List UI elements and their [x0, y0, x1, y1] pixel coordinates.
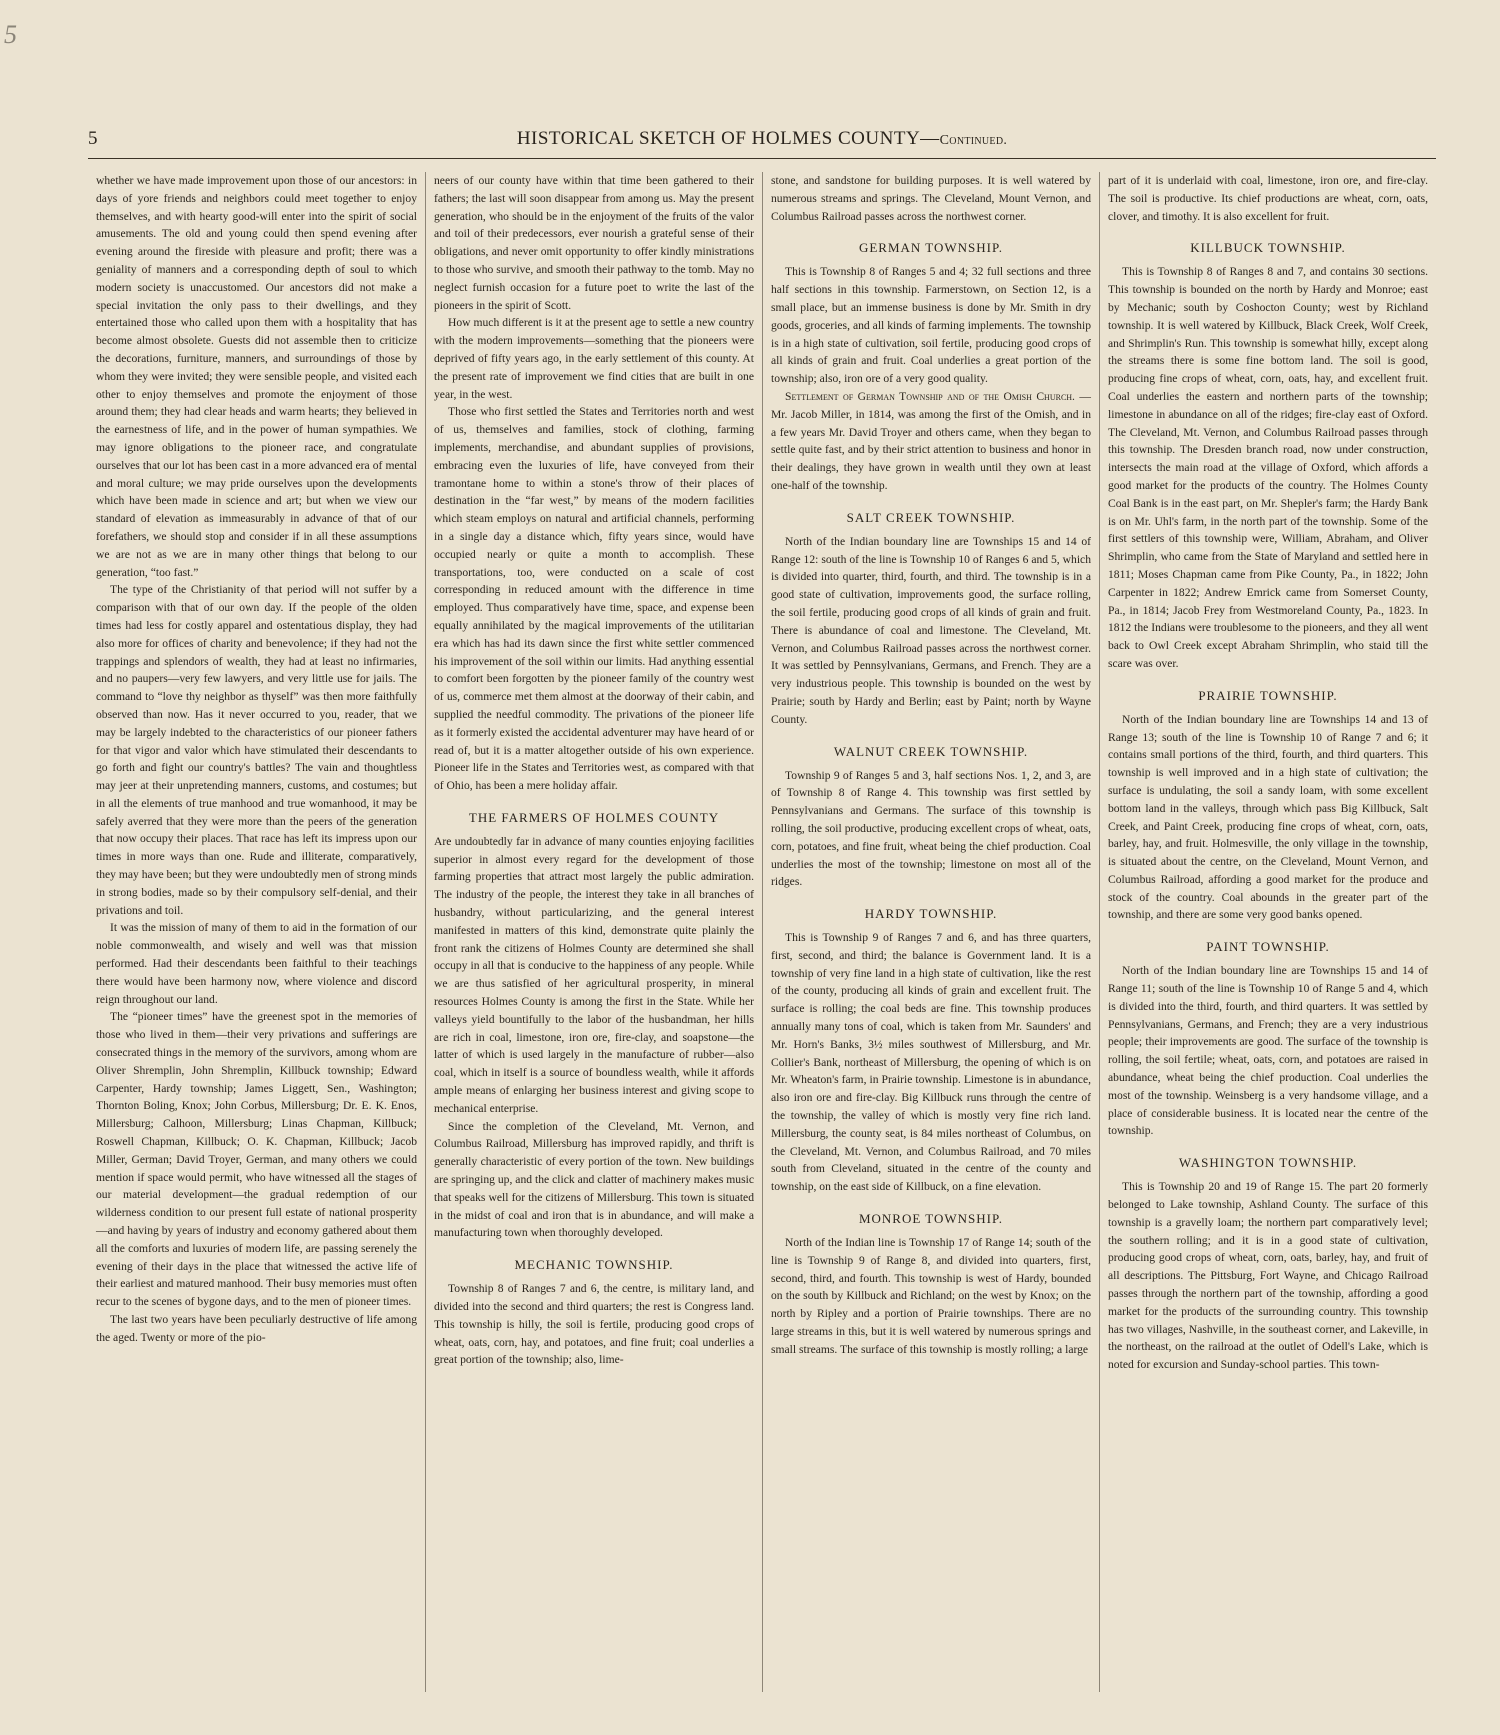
paragraph: This is Township 8 of Ranges 5 and 4; 32 full sections and three half sections in this township. Farmerstown, on Section 12, is a small place, but an immense business is done by Mr. Smith in dry goods, groceries, and all kinds of farming implements. The township is in a high state of cultivation, soil fertile, producing good crops of all kinds of grain and fruit. Coal underlies a great portion of the township; also, iron ore of a very good quality.: [771, 265, 1091, 386]
paragraph: The last two years have been peculiarly destructive of life among the aged. Twenty or more of the pio-: [96, 1313, 417, 1344]
section-heading-walnut-creek: WALNUT CREEK TOWNSHIP.: [833, 743, 1029, 759]
article-columns: [88, 172, 1436, 1692]
paragraph: Are undoubtedly far in advance of many counties enjoying facilities superior in almost every regard for the development of those farming properties that attract most largely the public admiration. The industry of the people, the interest they take in all branches of husbandry, without particularizing, and the general interest manifested in matters of this kind, demonstrate quite plainly the front rank the citizens of Holmes County are determined she shall occupy in all that is conducive to the happiness of any people. While we are thus satisfied of her agricultural prosperity, in mineral resources Holmes County is among the first in the State. While her valleys yield bountifully to the labor of the husbandman, her hills are rich in coal, limestone, iron ore, fire-clay, and soapstone—the latter of which is used largely in the manufacture of rubber—also coal, which in itself is a source of boundless wealth, while it affords ample means of enlarging her business interest and giving scope to mechanical enterprise.: [434, 834, 754, 1115]
paragraph: neers of our county have within that time been gathered to their fathers; the last will soon disappear from among us. May the present generation, who should be in the enjoyment of the fruits of the valor and toil of their predecessors, ever nourish a grateful sense of their obligations, and never omit opportunity to offer kindly ministrations to those who survive, and smooth their pathway to the tomb. May no neglect furnish occasion for a future poet to write the last of the pioneers in the spirit of Scott.: [434, 174, 754, 312]
paragraph: North of the Indian boundary line are Townships 15 and 14 of Range 12: south of the line is Township 10 of Ranges 6 and 5, which is divided into quarter, third, fourth, and third. The township is in a good state of cultivation, improvements good, the surface rolling, the soil fertile, producing good crops of all kinds of grain and fruit. There is abundance of coal and limestone. The Cleveland, Mt. Vernon, and Columbus Railroad passes across the northwest corner. It was settled by Pennsylvanians, Germans, and French. They are a very industrious people. This township is bounded on the west by Prairie; south by Hardy and Berlin; east by Paint; north by Wayne County.: [771, 534, 1091, 726]
paragraph: Those who first settled the States and Territories north and west of us, themselves and families, stock of clothing, farming implements, merchandise, and abundant supplies of provisions, embracing even the luxuries of life, have conveyed from their tramontane home to within a stone's throw of their places of destination in the “far west,” by means of the modern facilities which steam employs on natural and artificial channels, performing in a single day a distance which, fifty years since, would have occupied nearly or quite a month to accomplish. These transportations, too, were conducted on a scale of cost corresponding in reduced amount with the difference in time employed. Thus comparatively have time, space, and expense been equally annihilated by the magical improvements of the utilitarian era which has had its dawn since the first white settler commenced his improvement of the soil within our limits. Had anything essential to comfort been forgotten by the pioneer family of the country west of us, commerce met them almost at the doorway of their cabin, and supplied the needful commodity. The privations of the pioneer life as it formerly existed the accidental adventurer may have heard of or read of, but it is a matter altogether outside of his own experience. Pioneer life in the States and Territories west, as compared with that of Ohio, has been a mere holiday affair.: [434, 405, 754, 793]
section-heading-german: GERMAN TOWNSHIP.: [858, 240, 1004, 256]
paragraph-text: —Mr. Jacob Miller, in 1814, was among the first of the Omish, and in a few years Mr. David Troyer and others came, when they began to settle quite fast, and by their strict attention to business and honor in their dealings, they have grown in wealth until they own at least one-half of the township.: [771, 389, 1091, 492]
paragraph: This is Township 9 of Ranges 7 and 6, and has three quarters, first, second, and third; the balance is Government land. It is a township of very fine land in a high state of cultivation, like the rest of the county, producing all kinds of grain and excellent fruit. The surface is rolling; the coal beds are fine. This township produces annually many tons of coal, which is taken from Mr. Saunders' and Mr. Horn's Banks, 3½ miles southwest of Millersburg, and Mr. Collier's Bank, northeast of Millersburg, the opening of which is on Mr. Wheaton's farm, in Prairie township. Limestone is in abundance, also iron ore and fire-clay. Big Killbuck runs through the centre of the township, the valley of which is mostly very fine rich land. Millersburg, the county seat, is 84 miles northeast of Columbus, on the Cleveland, Mt. Vernon, and Columbus Railroad, and 70 miles south from Cleveland, situated in the centre of the county and township, on the east side of Killbuck, on a fine elevation.: [771, 931, 1091, 1194]
section-heading-washington: WASHINGTON TOWNSHIP.: [1178, 1155, 1358, 1171]
paragraph: Township 8 of Ranges 7 and 6, the centre, is military land, and divided into the second and third quarters; the rest is Congress land. This township is hilly, the soil is fertile, producing good crops of wheat, oats, corn, hay, and potatoes, and fine fruit; coal underlies a great portion of the township; also, lime-: [434, 1282, 754, 1367]
paragraph: Township 9 of Ranges 5 and 3, half sections Nos. 1, 2, and 3, are of Township 8 of Range 4. This township was first settled by Pennsylvanians and Germans. The surface of this township is rolling, the soil productive, producing excellent crops of wheat, oats, corn, potatoes, and fine fruit, wheat being the chief production. Coal underlies the most of the township; limestone on most all of the ridges.: [771, 768, 1091, 889]
page-number: 5: [88, 128, 98, 149]
paragraph: part of it is underlaid with coal, limestone, iron ore, and fire-clay. The soil is productive. Its chief productions are wheat, corn, oats, clover, and timothy. It is also excellent for fruit.: [1108, 174, 1428, 223]
section-heading-monroe: MONROE TOWNSHIP.: [858, 1211, 1004, 1227]
column-4: [1099, 172, 1436, 1692]
page-title-continued: Continued.: [939, 133, 1008, 148]
section-heading-prairie: PRAIRIE TOWNSHIP.: [1198, 687, 1338, 703]
section-heading-killbuck: KILLBUCK TOWNSHIP.: [1190, 240, 1346, 256]
paragraph: It was the mission of many of them to aid in the formation of our noble commonwealth, and wisely and well was that mission performed. Had their descendants been faithful to their teachings there would have been harmony now, where violence and discord reign throughout our land.: [96, 921, 417, 1006]
run-in-heading: Settlement of German Township and of the Omish Church.: [785, 389, 1075, 403]
paragraph: [771, 388, 1091, 495]
paragraph: How much different is it at the present age to settle a new country with the modern improvements—something that the pioneers were deprived of fifty years ago, in the early settlement of this county. At the present rate of improvement we find cities that are built in one year, in the west.: [434, 316, 754, 401]
page-mark: 5: [4, 20, 17, 49]
paragraph: stone, and sandstone for building purposes. It is well watered by numerous streams and springs. The Cleveland, Mount Vernon, and Columbus Railroad passes across the northwest corner.: [771, 174, 1091, 223]
header-rule: [88, 158, 1436, 159]
column-1: [88, 172, 425, 1692]
paragraph: whether we have made improvement upon those of our ancestors: in days of yore friends and neighbors could meet together to enjoy themselves, and with hearty good-will enter into the spirit of social amusements. The old and young could then spend evening after evening around the fireside with pleasure and profit; there was a geniality of manners and a corresponding depth of soul to which modern society is unaccustomed. Our ancestors did not make a special invitation the only pass to their dwellings, and they entertained those who called upon them with a hospitality that has become almost obsolete. Guests did not assemble then to criticize the decorations, furniture, manners, and surroundings of those by whom they were invited; they were sensible people, and visited each other to enjoy themselves and promote the enjoyment of those around them; they had clear heads and warm hearts; they believed in the earnestness of life, and in the power of human sympathies. We may ignore obligations to the pioneer race, and congratulate ourselves that our lot has been cast in a more advanced era of mental and moral culture; we may pride ourselves upon the developments which have been made in science and art; but when we view our standard of elevation as immeasurably in advance of that of our forefathers, we should stop and consider if in all these assumptions we are not as we are in many other things that belong to our generation, “too fast.”: [96, 174, 417, 579]
paragraph: North of the Indian line is Township 17 of Range 14; south of the line is Township 9 of Range 8, and divided into quarters, first, second, third, and fourth. This township is west of Hardy, bounded on the south by Killbuck and Richland; on the west by Knox; on the north by Ripley and a portion of Prairie townships. There are no large streams in this, but it is well watered by numerous springs and small streams. The surface of this township is mostly rolling; a large: [771, 1236, 1091, 1356]
page-title: [88, 128, 1436, 150]
column-3: [762, 172, 1099, 1692]
section-heading-farmers: THE FARMERS OF HOLMES COUNTY: [468, 809, 720, 825]
paragraph: Since the completion of the Cleveland, Mt. Vernon, and Columbus Railroad, Millersburg has improved rapidly, and thrift is generally characteristic of every portion of the town. New buildings are springing up, and the click and clatter of machinery makes music that speaks well for the citizens of Millersburg. This town is situated in the midst of coal and iron that is in abundance, and will make a manufacturing town when thoroughly developed.: [434, 1119, 754, 1240]
paragraph: This is Township 20 and 19 of Range 15. The part 20 formerly belonged to Lake township, Ashland County. The surface of this township is a gravelly loam; the northern part comparatively level; the southern rolling; and it is in a good state of cultivation, producing good crops of wheat, corn, oats, barley, hay, and fruit of all descriptions. The Pittsburg, Fort Wayne, and Chicago Railroad passes through the northern part of the township, affording a good market for the products of the surrounding country. This township has two villages, Nashville, in the southeast corner, and Lakeville, in the northeast, on the railroad at the outlet of Odell's Lake, which is noted for excursion and Sunday-school parties. This town-: [1108, 1180, 1428, 1372]
section-heading-hardy: HARDY TOWNSHIP.: [864, 906, 998, 922]
page-title-main: HISTORICAL SKETCH OF HOLMES COUNTY—: [516, 128, 940, 149]
paragraph: North of the Indian boundary line are Townships 15 and 14 of Range 11; south of the line is Township 10 of Range 5 and 4, which is divided into the third, fourth, and third quarters. It was settled by Pennsylvanians, Germans, and French; they are a very industrious people; their improvements are good. The surface of the township is rolling, the soil fertile; wheat, oats, corn, and potatoes are raised in abundance, wheat being the chief production. Coal underlies the most of the township. Weinsberg is a very handsome village, and a place of considerable business. It is located near the centre of the township.: [1108, 964, 1428, 1138]
section-heading-salt-creek: SALT CREEK TOWNSHIP.: [846, 509, 1016, 525]
paragraph: North of the Indian boundary line are Townships 14 and 13 of Range 13; south of the line is Township 10 of Range 7 and 6; it contains small portions of the third, fourth, and third quarters. This township is well improved and in a high state of cultivation; the surface is undulating, the soil a sandy loam, with some excellent bottom land in the valleys, through which pass Big Killbuck, Salt Creek, and Paint Creek, producing fine crops of wheat, corn, oats, barley, hay, and fruit. Holmesville, the only village in the township, is situated about the centre, on the Cleveland, Mount Vernon, and Columbus Railroad, affording a good market for the produce and stock of the country. Coal abounds in the greater part of the township, and there are some very good banks opened.: [1108, 712, 1428, 922]
paragraph: The type of the Christianity of that period will not suffer by a comparison with that of our own day. If the people of the olden times had less for costly apparel and ostentatious display, they had also more for offices of charity and benevolence; if they had not the trappings and splendors of wealth, they had at least no infirmaries, and no paupers—very few lawyers, and very little use for jails. The command to “love thy neighbor as thyself” was then more faithfully observed than now. Has it never occurred to you, reader, that we may be largely indebted to the characteristics of our pioneer fathers for that vigor and valor which have stimulated their descendants to go forth and fight our country's battles? The vain and thoughtless may jeer at their unpretending manners, customs, and costumes; but in all the elements of true manhood and true womanhood, it may be safely averred that they were more than the peers of the generation that now occupy their places. That race has left its impress upon our times in more ways than one. Rude and illiterate, comparatively, they may have been; but they were undoubtedly men of strong minds in strong bodies, made so by their compulsory self-denial, and their privations and toil.: [96, 583, 418, 917]
column-2: [425, 172, 762, 1692]
section-heading-paint: PAINT TOWNSHIP.: [1206, 939, 1330, 955]
page-header: [88, 128, 1436, 158]
paragraph: This is Township 8 of Ranges 8 and 7, and contains 30 sections. This township is bounded on the north by Hardy and Monroe; east by Mechanic; south by Coshocton County; west by Richland township. It is well watered by Killbuck, Black Creek, Wolf Creek, and Shrimplin's Run. This township is somewhat hilly, except along the streams there is some fine bottom land. The soil is good, producing fine crops of wheat, corn, oats, hay, and excellent fruit. Coal underlies the eastern and northern parts of the township; limestone in abundance on all of the ridges; fire-clay east of Oxford. The Cleveland, Mt. Vernon, and Columbus Railroad passes through this township. The Dresden branch road, now under construction, intersects the main road at the village of Oxford, which affords a good market for the products of the country. The Holmes County Coal Bank is in the east part, on Mr. Shepler's farm; the Hardy Bank is on Mr. Uhl's farm, in the north part of the township. Some of the first settlers of this township were, William, Abraham, and Oliver Shrimplin, who came from the State of Maryland and settled here in 1811; Moses Chapman came from Pike County, Pa., in 1822; John Carpenter in 1822; Andrew Emrick came from Somerset County, Pa., in 1814; Jacob Frey from Westmoreland County, Pa., 1823. In 1812 the Indians were troublesome to the pioneers, and they all went back to Owl Creek except Abraham Shrimplin, who staid till the scare was over.: [1108, 265, 1428, 670]
paragraph: The “pioneer times” have the greenest spot in the memories of those who lived in them—their very privations and sufferings are consecrated things in the memory of the survivors, among whom are Oliver Shremplin, John Shremplin, Killbuck township; Edward Carpenter, Hardy township; James Liggett, Sen., Washington; Thornton Boling, Knox; John Corbus, Millersburg; Dr. E. K. Enos, Millersburg; Calhoon, Millersburg; Linas Chapman, Killbuck; Roswell Chapman, Killbuck; O. K. Chapman, Killbuck; Jacob Miller, German; David Troyer, German, and many others we could mention if space would permit, who have witnessed all the stages of our material development—the gradual redemption of our wilderness condition to our present full estate of national prosperity—and having by years of industry and economy gathered about them all the comforts and luxuries of modern life, are passing serenely the evening of their days in the place that witnessed the active life of their earliest and matured manhood. Their busy memories must often recur to the scenes of bygone days, and to the men of pioneer times.: [96, 1010, 417, 1309]
section-heading-mechanic: MECHANIC TOWNSHIP.: [514, 1257, 674, 1273]
